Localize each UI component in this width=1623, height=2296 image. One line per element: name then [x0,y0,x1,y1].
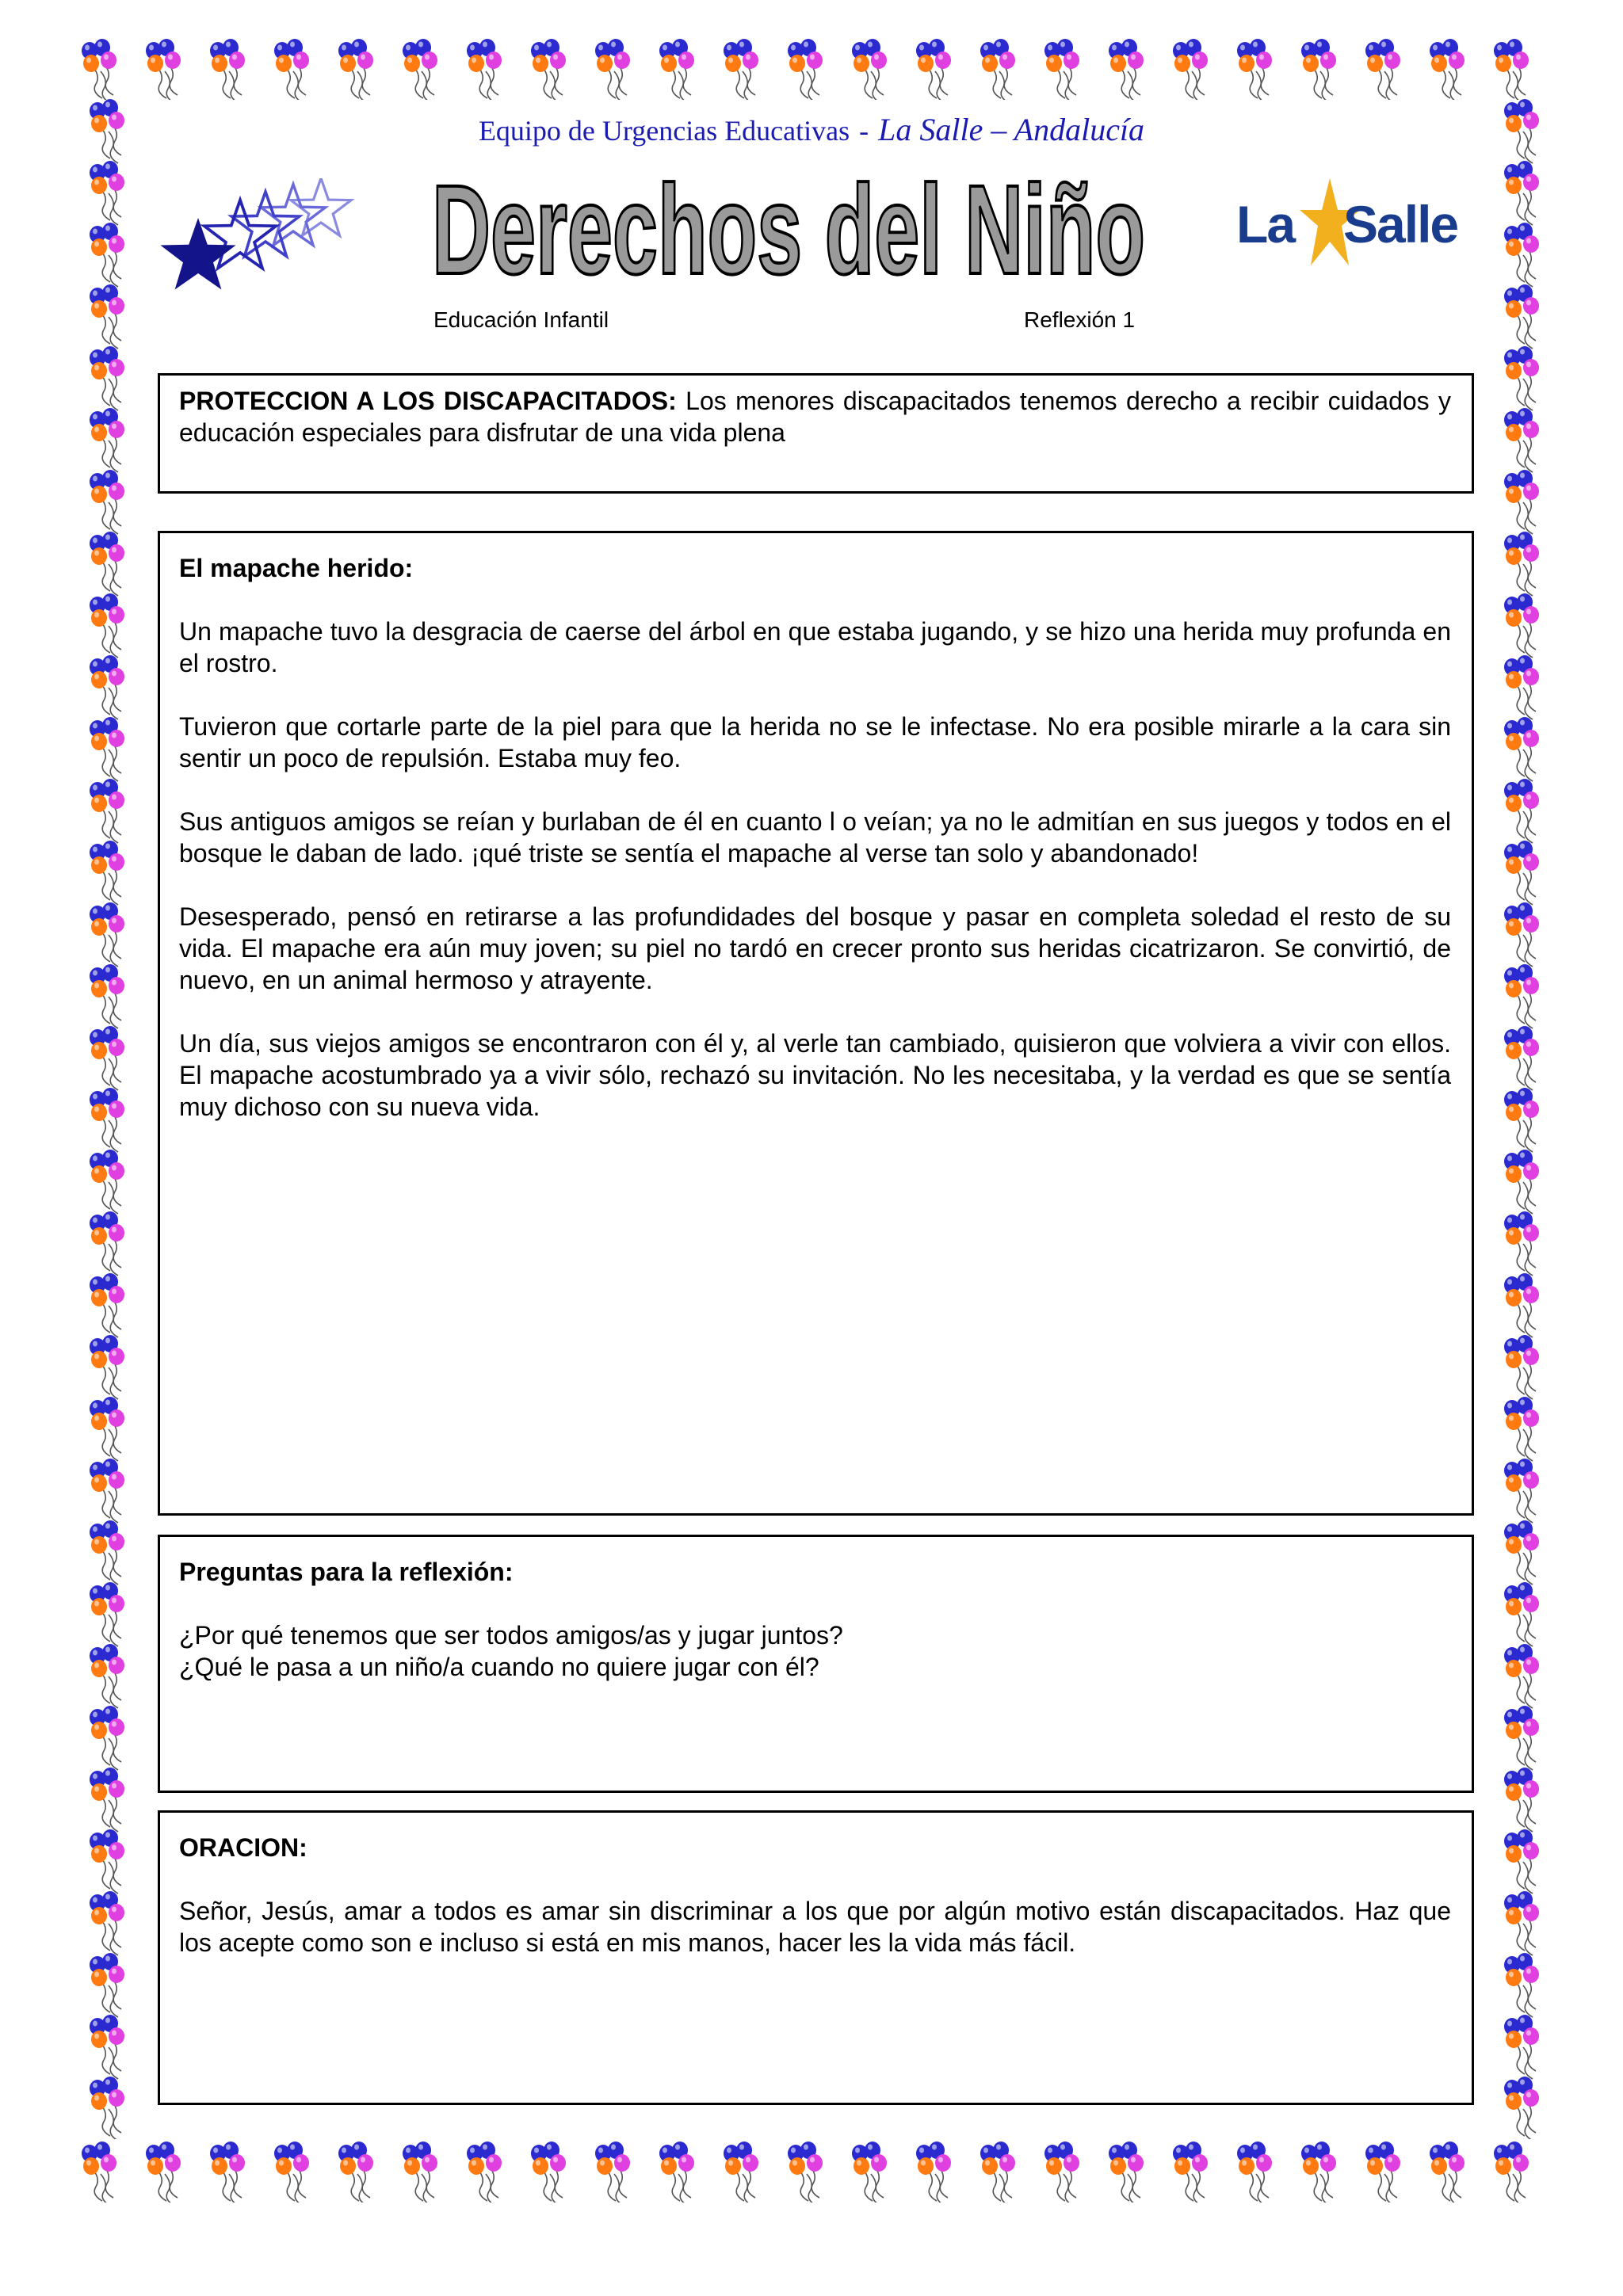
balloon-cluster-icon [90,1706,124,1770]
balloon-cluster-icon [1430,2142,1465,2203]
balloon-cluster-icon [90,532,124,596]
story-heading: El mapache herido: [179,554,414,582]
balloon-cluster-icon [1504,1953,1539,2017]
balloon-cluster-icon [1504,1644,1539,1708]
balloon-cluster-icon [1494,39,1529,100]
balloon-cluster-icon [90,284,124,349]
question-item: ¿Por qué tenemos que ser todos amigos/as y jugar juntos? [179,1621,843,1650]
balloon-cluster-icon [1109,2142,1144,2203]
questions-box [158,1535,1474,1793]
balloon-cluster-icon [90,2015,124,2079]
balloon-cluster-icon [210,39,245,100]
balloon-cluster-icon [146,2142,181,2203]
balloon-cluster-icon [90,593,124,658]
balloon-cluster-icon [90,408,124,472]
balloon-cluster-icon [467,39,502,100]
balloon-cluster-icon [82,2142,116,2203]
logo-salle: Salle [1343,195,1458,254]
balloon-cluster-icon [1504,655,1539,719]
page-title [420,162,1157,289]
balloon-cluster-icon [90,1150,124,1214]
education-level: Educación Infantil [433,307,609,332]
balloon-border-top [75,30,1557,100]
balloon-cluster-icon [90,1829,124,1894]
balloon-cluster-icon [90,470,124,534]
balloon-cluster-icon [90,1459,124,1523]
balloon-cluster-icon [338,39,373,100]
balloon-cluster-icon [1365,39,1400,100]
balloon-cluster-icon [90,1026,124,1090]
balloon-cluster-icon [1504,1520,1539,1585]
prayer-box [158,1810,1474,2105]
balloon-cluster-icon [595,39,630,100]
balloon-cluster-icon [852,39,887,100]
balloon-cluster-icon [1504,470,1539,534]
balloon-cluster-icon [1504,284,1539,349]
reflection-number: Reflexión 1 [1024,307,1136,332]
balloon-cluster-icon [1504,1829,1539,1894]
balloon-cluster-icon [788,39,823,100]
balloon-cluster-icon [1237,39,1272,100]
balloon-cluster-icon [90,1644,124,1708]
balloon-cluster-icon [1109,39,1144,100]
balloon-cluster-icon [1504,1582,1539,1646]
balloon-cluster-icon [90,779,124,843]
balloon-cluster-icon [1504,408,1539,472]
story-paragraph: Sus antiguos amigos se reían y burlaban de él en cuanto l o veían; ya no le admitían en sus juegos y todos en el bosque le daban de lado. ¡qué triste se sentía el mapache al verse tan solo y abandonado! [179,807,1451,868]
balloon-cluster-icon [90,1273,124,1337]
right-text: Los menores discapacitados tenemos derecho a recibir cuidados y educación especiales para disfrutar de una vida plena [179,387,1452,447]
balloon-cluster-icon [916,2142,951,2203]
balloon-cluster-icon [82,39,116,100]
balloon-cluster-icon [1504,841,1539,905]
question-item: ¿Qué le pasa a un niño/a cuando no quiere jugar con él? [179,1653,819,1681]
balloon-cluster-icon [1504,593,1539,658]
balloon-cluster-icon [90,841,124,905]
balloon-cluster-icon [1504,1026,1539,1090]
balloon-cluster-icon [90,223,124,287]
balloon-cluster-icon [1504,964,1539,1028]
balloon-cluster-icon [90,161,124,225]
balloon-cluster-icon [274,39,309,100]
balloon-cluster-icon [1504,1891,1539,1955]
balloon-cluster-icon [788,2142,823,2203]
balloon-cluster-icon [90,1335,124,1399]
balloon-cluster-icon [90,1397,124,1461]
balloon-cluster-icon [1173,2142,1208,2203]
balloon-cluster-icon [980,2142,1015,2203]
balloon-cluster-icon [1504,1273,1539,1337]
balloon-cluster-icon [1044,39,1079,100]
balloon-cluster-icon [1173,39,1208,100]
balloon-cluster-icon [90,1768,124,1832]
balloon-cluster-icon [1504,717,1539,781]
story-paragraph: Un día, sus viejos amigos se encontraron con él y, al verle tan cambiado, quisieron que volviera a vivir con ellos. El mapache acostumbrado ya a vivir sólo, rechazó su invitación. No les necesitaba, y la verdad es que se sentía muy dichoso con su nueva vida. [179,1029,1451,1121]
balloon-cluster-icon [90,1891,124,1955]
team-line [0,111,1623,148]
balloon-cluster-icon [90,1582,124,1646]
balloon-cluster-icon [1301,39,1336,100]
balloon-cluster-icon [90,2077,124,2139]
balloon-cluster-icon [403,2142,437,2203]
org-name: La Salle – Andalucía [878,112,1145,147]
balloon-cluster-icon [724,39,758,100]
balloon-border-bottom [75,2131,1557,2203]
balloon-cluster-icon [467,2142,502,2203]
balloon-cluster-icon [90,1211,124,1276]
balloon-cluster-icon [659,39,694,100]
balloon-cluster-icon [90,717,124,781]
story-box [158,531,1474,1516]
balloon-cluster-icon [1365,2142,1400,2203]
right-heading: PROTECCION A LOS DISCAPACITADOS: [179,387,677,415]
balloon-cluster-icon [1504,1211,1539,1276]
prayer-text: Señor, Jesús, amar a todos es amar sin discriminar a los que por algún motivo están discapacitados. Haz que los acepte como son e incluso si está en mis manos, hacer les la vida más fácil. [179,1897,1451,1957]
balloon-cluster-icon [531,39,566,100]
balloon-cluster-icon [595,2142,630,2203]
balloon-cluster-icon [90,346,124,410]
balloon-cluster-icon [1504,902,1539,967]
balloon-cluster-icon [403,39,437,100]
balloon-cluster-icon [1504,532,1539,596]
balloon-cluster-icon [1494,2142,1529,2203]
balloon-cluster-icon [90,964,124,1028]
balloon-cluster-icon [90,1953,124,2017]
balloon-cluster-icon [90,655,124,719]
balloon-cluster-icon [1504,779,1539,843]
stars-icon [155,178,361,297]
balloon-cluster-icon [531,2142,566,2203]
balloon-border-right [1490,95,1561,2139]
balloon-cluster-icon [146,39,181,100]
balloon-cluster-icon [1504,161,1539,225]
balloon-cluster-icon [1504,2015,1539,2079]
balloon-cluster-icon [724,2142,758,2203]
la-salle-logo [1236,174,1474,277]
balloon-cluster-icon [980,39,1015,100]
balloon-cluster-icon [1504,1397,1539,1461]
prayer-heading: ORACION: [179,1833,307,1862]
balloon-cluster-icon [210,2142,245,2203]
balloon-cluster-icon [1504,1459,1539,1523]
balloon-cluster-icon [274,2142,309,2203]
balloon-border-left [75,95,147,2139]
balloon-cluster-icon [1504,1335,1539,1399]
right-box [158,373,1474,494]
balloon-cluster-icon [90,1520,124,1585]
balloon-cluster-icon [659,2142,694,2203]
story-paragraph: Tuvieron que cortarle parte de la piel para que la herida no se le infectase. No era posible mirarle a la cara sin sentir un poco de repulsión. Estaba muy feo. [179,712,1451,772]
balloon-cluster-icon [90,902,124,967]
balloon-cluster-icon [1504,1150,1539,1214]
balloon-cluster-icon [1504,1768,1539,1832]
svg-text:Derechos del Niño: Derechos del Niño [432,162,1145,289]
balloon-cluster-icon [1504,2077,1539,2139]
balloon-cluster-icon [338,2142,373,2203]
balloon-cluster-icon [1504,1706,1539,1770]
balloon-cluster-icon [1044,2142,1079,2203]
balloon-cluster-icon [90,1088,124,1152]
questions-heading: Preguntas para la reflexión: [179,1558,514,1586]
team-separator: - [859,115,869,147]
team-name: Equipo de Urgencias Educativas [478,115,850,147]
balloon-cluster-icon [1301,2142,1336,2203]
balloon-cluster-icon [852,2142,887,2203]
balloon-cluster-icon [916,39,951,100]
balloon-cluster-icon [1237,2142,1272,2203]
logo-la: La [1236,195,1295,254]
balloon-cluster-icon [1504,223,1539,287]
story-paragraph: Un mapache tuvo la desgracia de caerse del árbol en que estaba jugando, y se hizo una herida muy profunda en el rostro. [179,617,1451,677]
balloon-cluster-icon [1504,1088,1539,1152]
balloon-cluster-icon [1504,346,1539,410]
story-paragraph: Desesperado, pensó en retirarse a las profundidades del bosque y pasar en completa soledad el resto de su vida. El mapache era aún muy joven; su piel no tardó en crecer pronto sus heridas cicatrizaron. Se convirtió, de nuevo, en un animal hermoso y atrayente. [179,902,1451,994]
balloon-cluster-icon [1430,39,1465,100]
